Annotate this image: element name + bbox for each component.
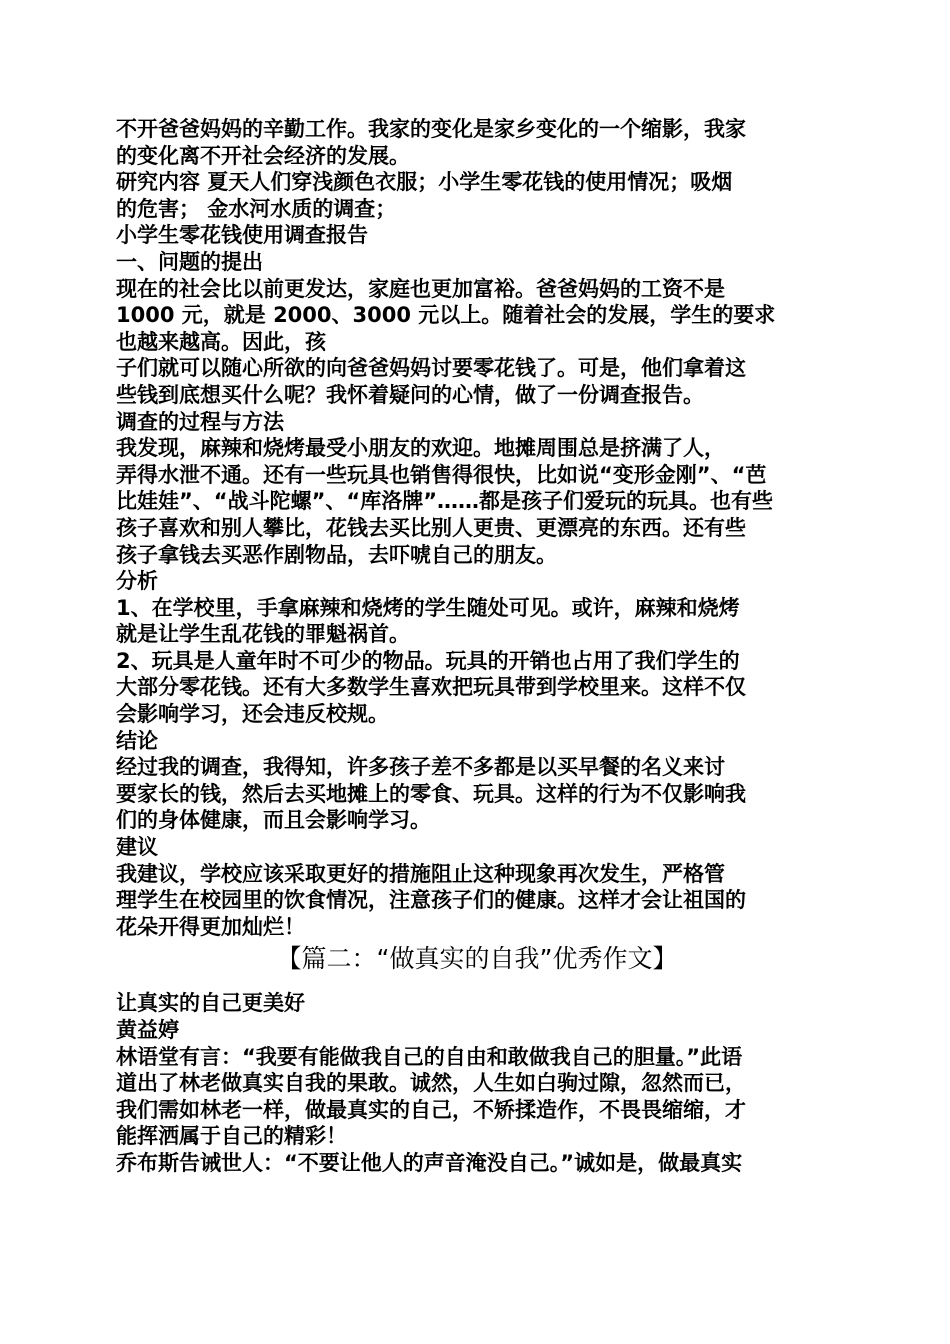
text-line: 理学生在校园里的饮食情况，注意孩子们的健康。这样才会让祖国的 bbox=[116, 888, 746, 913]
text-line: 要家长的钱，然后去买地摊上的零食、玩具。这样的行为不仅影响我 bbox=[116, 781, 746, 806]
text-line: 比娃娃”、“战斗陀螺”、“库洛牌”……都是孩子们爱玩的玩具。也有些 bbox=[116, 489, 774, 514]
text-line: 就是让学生乱花钱的罪魁祸首。 bbox=[116, 622, 410, 647]
essay-section bbox=[116, 990, 838, 1176]
text-line: 让真实的自己更美好 bbox=[116, 991, 305, 1016]
text-line: 些钱到底想买什么呢？我怀着疑问的心情，做了一份调查报告。 bbox=[116, 382, 704, 407]
text-line: 花朵开得更加灿烂！ bbox=[116, 914, 305, 939]
document-page bbox=[116, 116, 838, 1177]
text-line: 林语堂有言：“我要有能做我自己的自由和敢做我自己的胆量。”此语 bbox=[116, 1044, 743, 1069]
text-line: 乔布斯告诫世人：“不要让他人的声音淹没自己。”诚如是，做最真实 bbox=[116, 1150, 743, 1175]
text-line: 小学生零花钱使用调查报告 bbox=[116, 223, 368, 248]
text-line: 道出了林老做真实自我的果敢。诚然，人生如白驹过隙，忽然而已， bbox=[116, 1071, 746, 1096]
text-line: 弄得水泄不通。还有一些玩具也销售得很快，比如说“变形金刚”、“芭 bbox=[116, 462, 767, 487]
text-line: 1000 元，就是 2000、3000 元以上。随着社会的发展，学生的要求 bbox=[116, 303, 776, 328]
text-line: 1、在学校里，手拿麻辣和烧烤的学生随处可见。或许，麻辣和烧烤 bbox=[116, 595, 740, 620]
text-line: 现在的社会比以前更发达，家庭也更加富裕。爸爸妈妈的工资不是 bbox=[116, 276, 725, 301]
text-line: 分析 bbox=[116, 569, 158, 594]
text-line: 黄益婷 bbox=[116, 1018, 179, 1042]
text-line: 研究内容 夏天人们穿浅颜色衣服；小学生零花钱的使用情况；吸烟 bbox=[116, 170, 733, 195]
text-line: 建议 bbox=[116, 835, 158, 860]
text-line: 经过我的调查，我得知，许多孩子差不多都是以买早餐的名义来讨 bbox=[116, 755, 725, 780]
text-line: 不开爸爸妈妈的辛勤工作。我家的变化是家乡变化的一个缩影，我家 bbox=[116, 117, 746, 141]
text-line: 子们就可以随心所欲的向爸爸妈妈讨要零花钱了。可是，他们拿着这 bbox=[116, 356, 746, 381]
text-line: 能挥洒属于自己的精彩！ bbox=[116, 1124, 347, 1149]
text-line: 们的身体健康，而且会影响学习。 bbox=[116, 808, 431, 833]
text-line: 我们需如林老一样，做最真实的自己，不矫揉造作，不畏畏缩缩，才 bbox=[116, 1097, 746, 1122]
text-line: 孩子拿钱去买恶作剧物品，去吓唬自己的朋友。 bbox=[116, 542, 557, 567]
text-line: 的变化离不开社会经济的发展。 bbox=[116, 143, 410, 168]
section-heading: 【篇二：“做真实的自我”优秀作文】 bbox=[276, 944, 678, 974]
text-line: 一、问题的提出 bbox=[116, 249, 263, 274]
text-line: 结论 bbox=[116, 728, 158, 753]
text-line: 孩子喜欢和别人攀比，花钱去买比别人更贵、更漂亮的东西。还有些 bbox=[116, 515, 746, 540]
text-line: 调查的过程与方法 bbox=[116, 409, 284, 434]
text-line: 大部分零花钱。还有大多数学生喜欢把玩具带到学校里来。这样不仅 bbox=[116, 675, 746, 700]
text-line: 2、玩具是人童年时不可少的物品。玩具的开销也占用了我们学生的 bbox=[116, 648, 740, 673]
report-section bbox=[116, 116, 838, 940]
text-line: 也越来越高。因此，孩 bbox=[116, 329, 326, 354]
text-line: 会影响学习，还会违反校规。 bbox=[116, 702, 389, 727]
text-line: 我发现，麻辣和烧烤最受小朋友的欢迎。地摊周围总是挤满了人， bbox=[116, 436, 725, 461]
text-line: 的危害； 金水河水质的调查； bbox=[116, 196, 397, 221]
text-line: 我建议，学校应该采取更好的措施阻止这种现象再次发生，严格管 bbox=[116, 861, 725, 886]
